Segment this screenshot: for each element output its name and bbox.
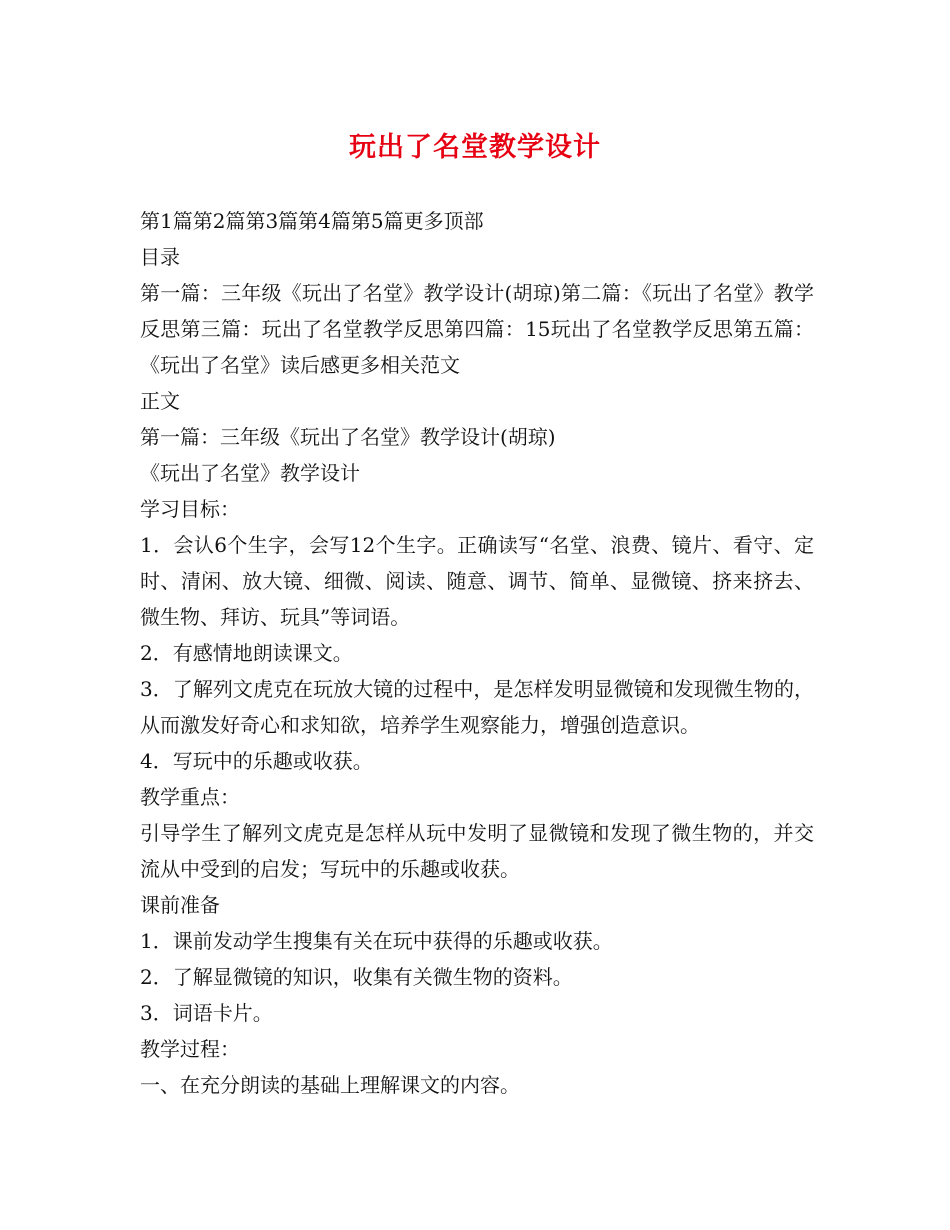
document-title: 玩出了名堂教学设计 xyxy=(349,132,601,163)
paragraph-prep-1: 1．课前发动学生搜集有关在玩中获得的乐趣或收获。 xyxy=(140,929,613,953)
paragraph-goal-4: 4．写玩中的乐趣或收获。 xyxy=(140,749,373,773)
paragraph-nav-links: 第1篇第2篇第3篇第4篇第5篇更多顶部 xyxy=(140,209,484,233)
paragraph-focus-heading: 教学重点： xyxy=(140,785,240,809)
document-body xyxy=(140,203,814,1103)
paragraph-toc-heading: 目录 xyxy=(140,245,180,269)
paragraph-prep-2: 2．了解显微镜的知识，收集有关微生物的资料。 xyxy=(140,965,573,989)
paragraph-toc-list: 第一篇：三年级《玩出了名堂》教学设计(胡琼)第二篇：《玩出了名堂》教学反思第三篇：玩出了名堂教学反思第四篇：15玩出了名堂教学反思第五篇：《玩出了名堂》读后感更多相关范文 xyxy=(140,281,814,377)
paragraph-prep-heading: 课前准备 xyxy=(140,893,220,917)
paragraph-focus-text: 引导学生了解列文虎克是怎样从玩中发明了显微镜和发现了微生物的，并交流从中受到的启发；写玩中的乐趣或收获。 xyxy=(140,821,814,881)
paragraph-body-heading: 正文 xyxy=(140,389,180,413)
paragraph-design-title: 《玩出了名堂》教学设计 xyxy=(140,461,360,485)
paragraph-goals-heading: 学习目标： xyxy=(140,497,240,521)
paragraph-process-step-1: 一、在充分朗读的基础上理解课文的内容。 xyxy=(140,1073,520,1097)
paragraph-prep-3: 3．词语卡片。 xyxy=(140,1001,273,1025)
paragraph-process-heading: 教学过程： xyxy=(140,1037,240,1061)
paragraph-chapter-title: 第一篇：三年级《玩出了名堂》教学设计(胡琼) xyxy=(140,425,556,449)
paragraph-goal-3: 3．了解列文虎克在玩放大镜的过程中，是怎样发明显微镜和发现微生物的，从而激发好奇心和求知欲，培养学生观察能力，增强创造意识。 xyxy=(140,677,814,737)
paragraph-goal-2: 2．有感情地朗读课文。 xyxy=(140,641,353,665)
paragraph-goal-1: 1．会认6个生字，会写12个生字。正确读写“名堂、浪费、镜片、看守、定时、清闲、放大镜、细微、阅读、随意、调节、简单、显微镜、挤来挤去、微生物、拜访、玩具”等词语。 xyxy=(140,533,814,629)
